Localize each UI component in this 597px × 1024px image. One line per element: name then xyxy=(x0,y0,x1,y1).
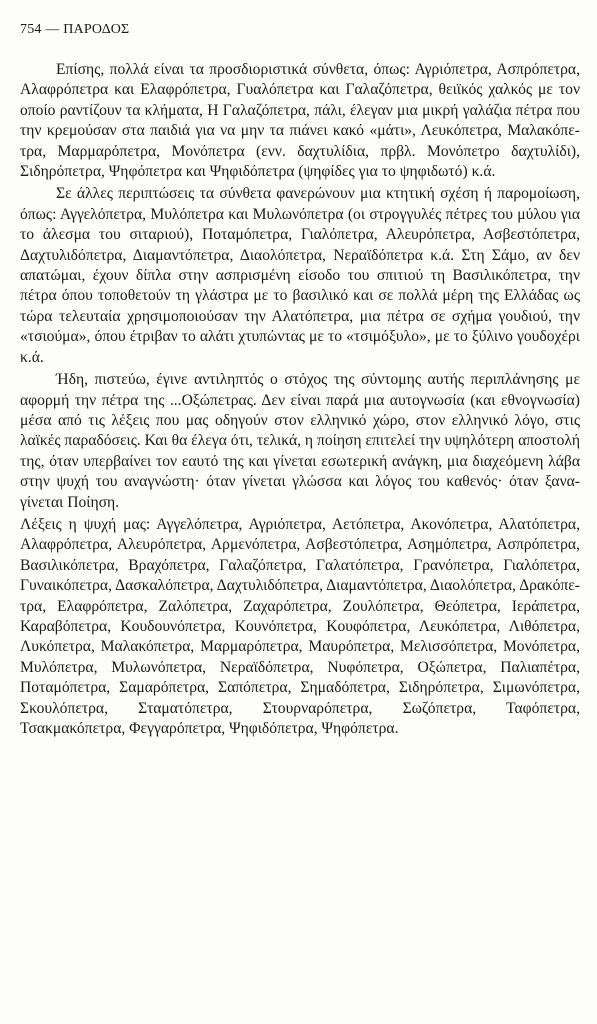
paragraph-compound-possessive: Σε άλλες περιπτώσεις τα σύνθετα φανερώνουν μια κτητική σχέση ή παρομοίωση, όπως: Αγγελόπετρα, Μυλόπετρα και Μυλωνόπετρα (οι στρογγυλές πέτρες του μύλου για το άλεσμα του σιταριού), Ποταμόπετρα, Γιαλόπετρα, Αλευρόπετρα, Ασβεστόπετρα, Δαχτυλιδόπετρα, Διαμαντόπετρα, Διαολόπετρα, Νεραϊδόπετρα κ.ά. Στη Σάμο, αν δεν απατώμαι, έχουν δίπλα στην ασπρισμένη είσοδο του σπιτιού τη Βασιλικόπετρα, την πέτρα όπου τοποθετούν τη γλάστρα με το βασιλικό και σε πολλά μέρη της Ελλάδας ως τώρα τελευταία χρησιμοποιούσαν την Αλατόπετρα, μια πέτρα σε σχήμα γουδιού, την «τσιούμα», όπου έτριβαν το αλάτι χτυπώντας με το «τσιμόξυλο», με το ξύλινο γουδοχέρι κ.ά. xyxy=(20,185,580,366)
page-number: 754 xyxy=(20,22,42,37)
paragraph-word-list: Λέξεις η ψυχή μας: Αγγελόπετρα, Αγριόπετρα, Αετόπετρα, Ακονόπετρα, Αλατόπετρα, Αλαφρόπετρα, Αλευρόπετρα, Αρμενόπετρα, Ασβεστόπετρα, Ασημόπετρα, Ασπρόπετρα, Βασιλικόπετρα, Βραχόπετρα, Γαλαζόπετρα, Γαλατόπετρα, Γρανόπετρα, Γιαλόπετρα, Γυναικόπετρα, Δασκαλόπετρα, Δαχτυλιδόπετρα, Διαμαντόπετρα, Διαολόπετρα, Δρακόπετρα, Ελαφρόπετρα, Ζαλόπετρα, Ζαχαρόπετρα, Ζουλόπετρα, Θεόπετρα, Ιεράπετρα, Καραβόπετρα, Κουδουνόπετρα, Κουνόπετρα, Κουφόπετρα, Λευκόπετρα, Λιθόπετρα, Λυκόπετρα, Μαλακόπετρα, Μαρμαρόπετρα, Μαυρόπετρα, Μελισσόπετρα, Μονόπετρα, Μυλόπετρα, Μυλωνόπετρα, Νεραϊδόπετρα, Νυφόπετρα, Οξώπετρα, Παλιαπέτρα, Ποταμόπετρα, Σαμαρόπετρα, Σαπόπετρα, Σημαδόπετρα, Σιδηρόπετρα, Σιμωνόπετρα, Σκουλόπετρα, Σταματόπετρα, Στουρναρόπετρα, Σωζόπετρα, Ταφόπετρα, Τσακμακόπετρα, Φεγγαρόπετρα, Ψηφιδόπετρα, Ψηφόπετρα. xyxy=(20,515,580,737)
page-header xyxy=(20,22,129,38)
header-dash: — xyxy=(45,22,64,37)
paragraph-compound-descriptive: Επίσης, πολλά είναι τα προσδιοριστικά σύνθετα, όπως: Αγριόπετρα, Ασπρόπετρα, Αλαφρόπετρα και Ελαφρόπετρα, Γυαλόπετρα και Γαλαζόπετρα, θειϊκός χαλκός με τον οποίο ραντίζουν τα κλήματα, Η Γαλαζόπετρα, πάλι, έλεγαν μια μικρή γαλάζια πέτρα που την κρεμούσαν στα παιδιά για να μην τα πιάνει κακό «μάτι», Λευκόπετρα, Μαλακόπετρα, Μαρμαρόπετρα, Μονόπετρα (ενν. δαχτυλίδια, πρβλ. Μονόπετρο δαχτυλίδι), Σιδηρόπετρα, Ψηφόπετρα και Ψηφιδόπετρα (ψηφίδες για το ψηφιδωτό) κ.ά. xyxy=(20,61,580,181)
body-text xyxy=(20,60,580,739)
paragraph-poetry-reflection: Ήδη, πιστεύω, έγινε αντιληπτός ο στόχος της σύντομης αυτής περιπλάνησης με αφορμή την πέτρα της ...Οξώπετρας. Δεν είναι παρά μια αυτογνωσία (και εθνογνωσία) μέσα από τις λέξεις που μας οδηγούν στον ελληνικό χώρο, στον ελληνικό λόγο, στις λαϊκές παραδόσεις. Και θα έλεγα ότι, τελικά, η ποίηση επιτελεί την υψηλότερη αποστολή της, όταν υπερβαίνει τον εαυτό της και γίνεται εσωτερική ανάγκη, μια διαχεόμενη λάβα στην ψυχή του αναγνώστη· όταν γίνεται γλώσσα και λόγος του καθενός· όταν ξανα-γίνεται Ποίηση. xyxy=(20,371,580,511)
running-title: ΠΑΡΟΔΟΣ xyxy=(63,22,130,37)
